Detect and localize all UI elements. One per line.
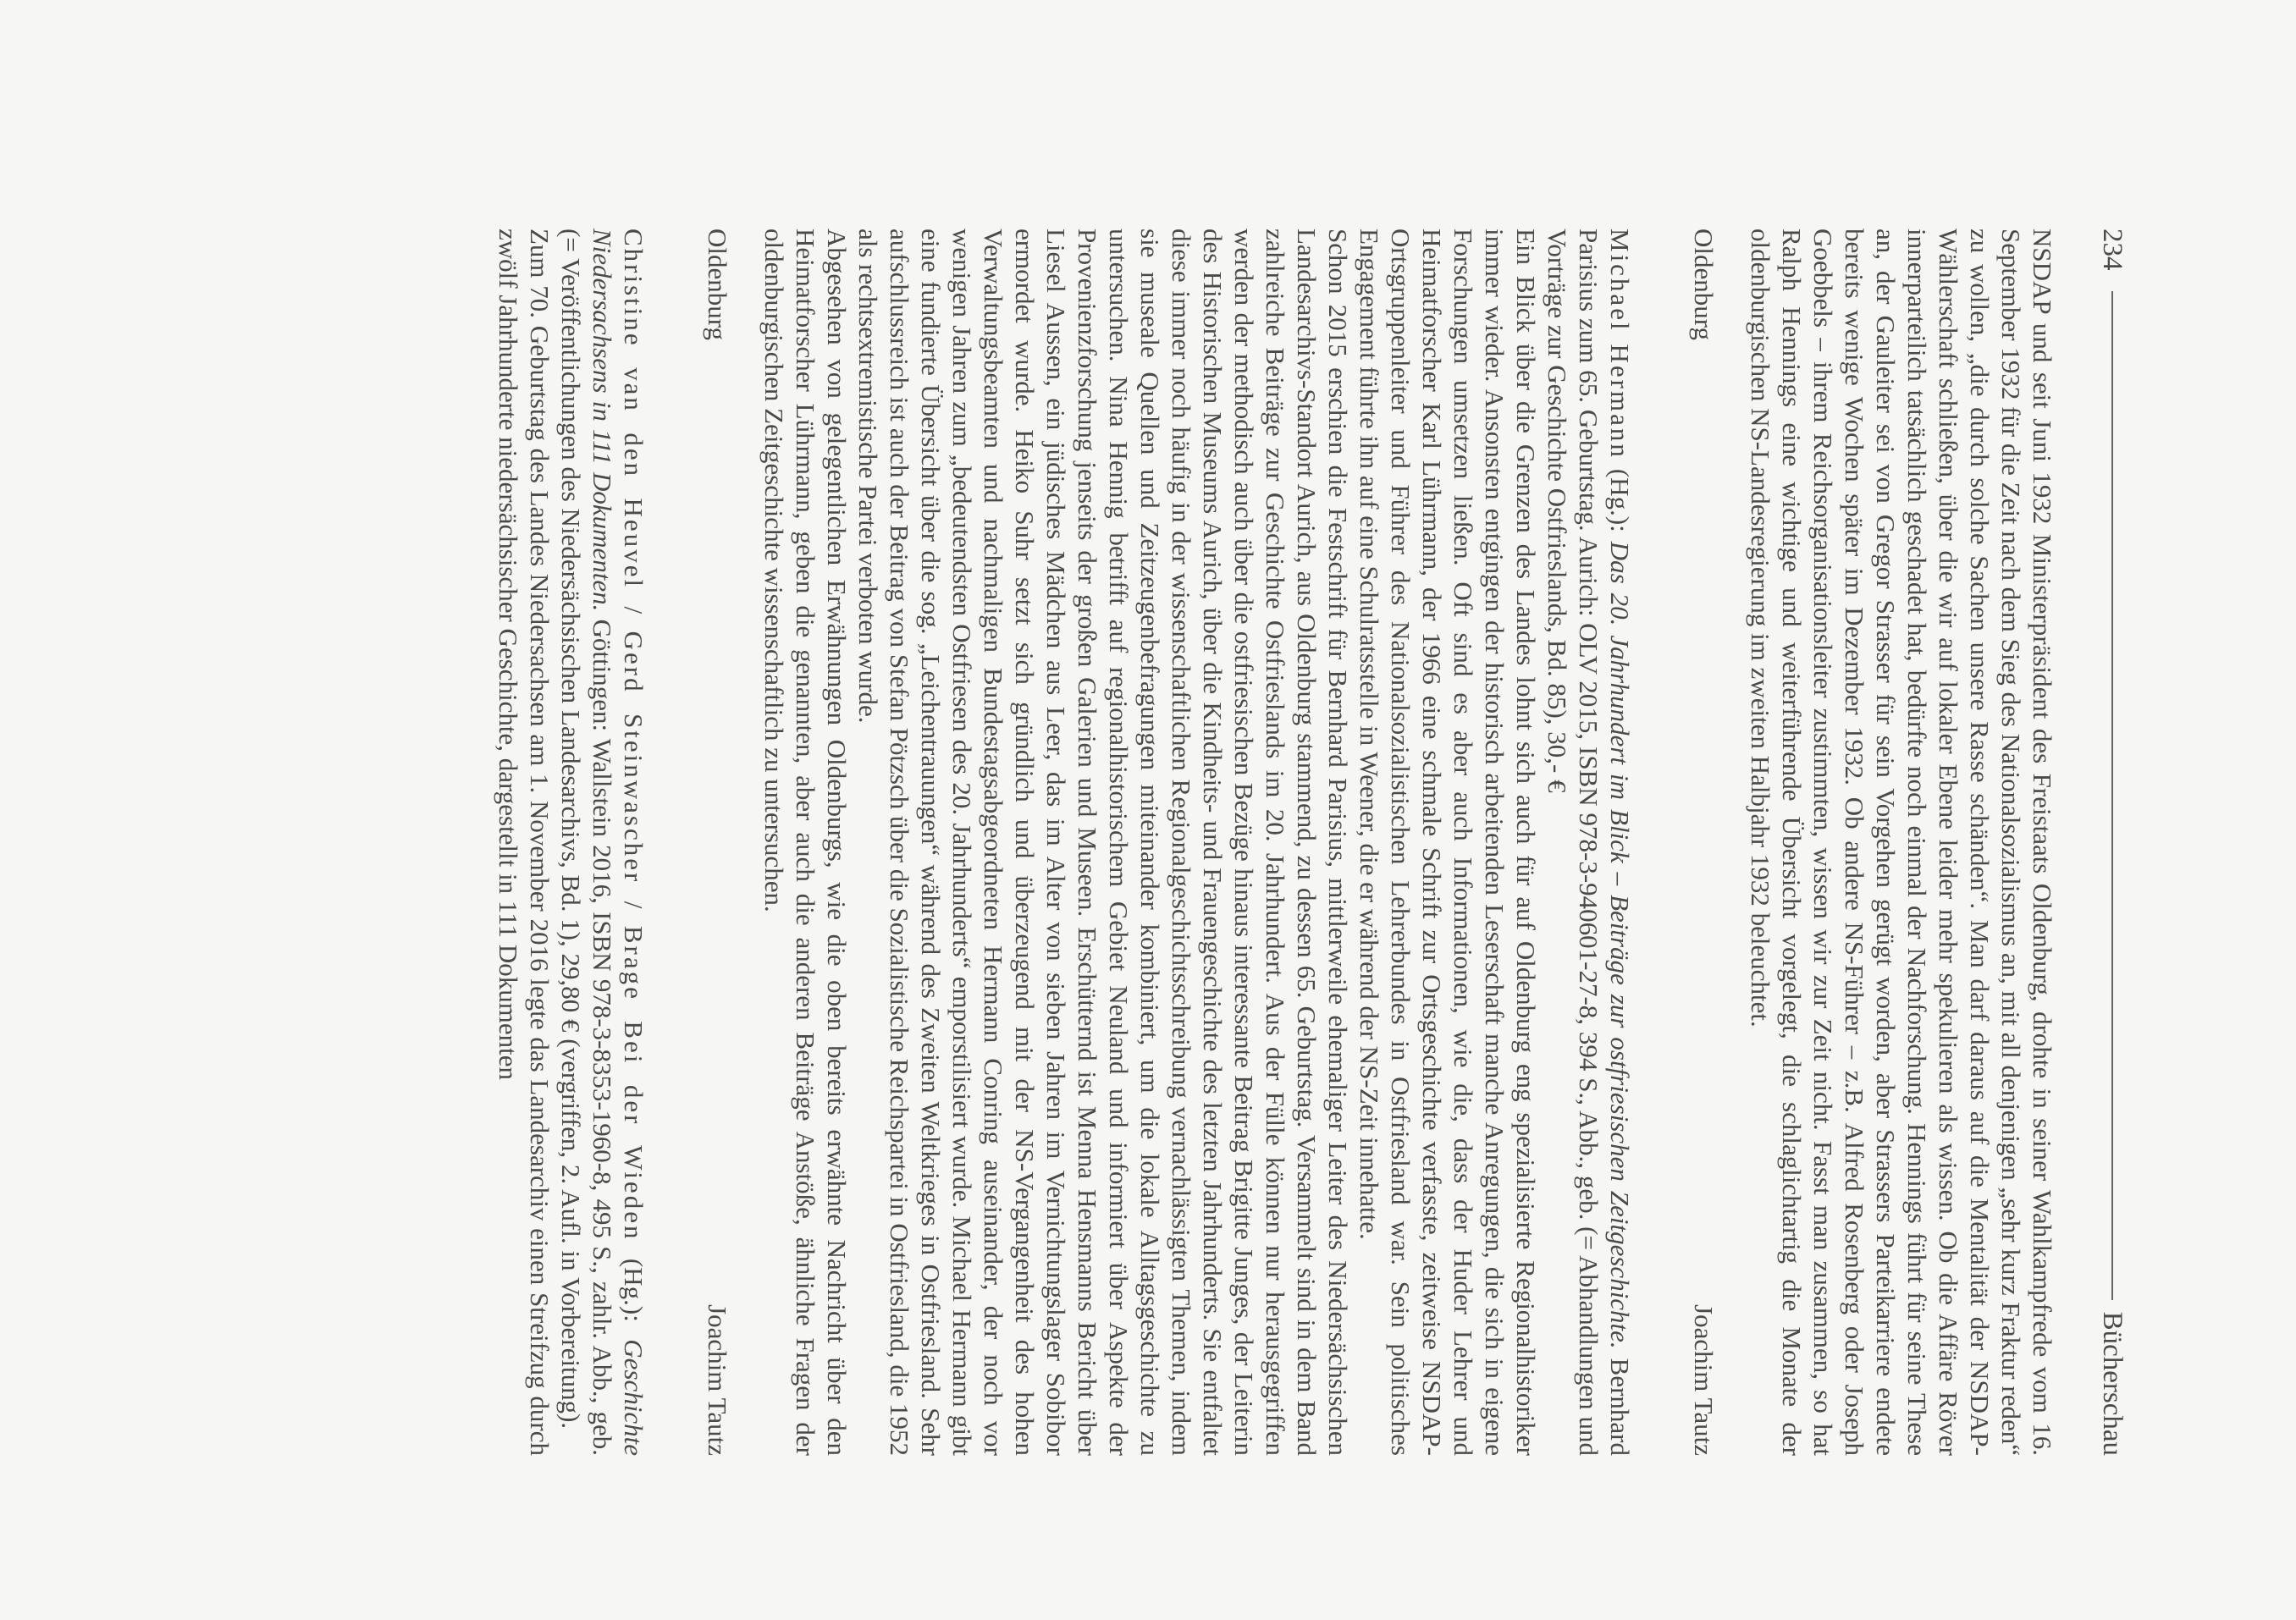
review3-separator-1: / [619,589,649,631]
review2-editor: Michael Hermann [1605,229,1635,460]
review3-title: Geschichte Niedersachsens in 111 Dokumenten. [588,229,649,1457]
review-end-paragraph: NSDAP und seit Juni 1932 Ministerpräsident des Freistaats Oldenburg, drohte in seiner Wahlkampfrede vom 16. September 1932 für die Zeit nach dem Sieg des Nationalsozialismus an, mit all denjenigen „sehr kurz Fraktur reden“ zu wollen, „die durch solche Sachen unsere Rasse schänden“. Man darf daraus auf die Mentalität der NSDAP-Wählerschaft schließen, über die wir auf lokaler Ebene leider mehr spekulieren als wissen. Ob die Affäre Röver innerparteilich tatsächlich geschadet hat, bedürfte noch einmal der Nachforschung. Hennings führt für seine These an, der Gauleiter sei von Gregor Strasser für sein Vorgehen gerügt worden, aber Strassers Parteikarriere endete bereits wenige Wochen später im Dezember 1932. Ob andere NS-Führer – z.B. Alfred Rosenberg oder Joseph Goebbels – ihrem Reichsorganisationsleiter zustimmten, wissen wir zur Zeit nicht. Fasst man zusammen, so hat Ralph Hennings eine wichtige und weiterführende Übersicht vorgelegt, die schlaglichtartig die Monate der oldenburgischen NS-Landesregierung im zweiten Halbjahr 1932 beleuchtet. [1746,229,2057,1456]
review2-paragraph-2: Schon 2015 erschien die Festschrift für Bernhard Parisius, mittlerweile ehemaliger Leiter des Niedersächsischen Landesarchivs-Standort Aurich, aus Oldenburg stammend, zu dessen 65. Geburtstag. Versammelt sind in dem Band zahlreiche Beiträge zur Geschichte Ostfrieslands im 20. Jahrhundert. Aus der Fülle können nur herausgegriffen werden der methodisch auch über die ostfriesischen Bezüge hinaus interessante Beitrag Brigitte Junges, der Leiterin des Historischen Museums Aurich, über die Kindheits- und Frauengeschichte des letzten Jahrhunderts. Sie entfaltet diese immer noch häufig in der wissenschaftlichen Regionalgeschichtsschreibung vernachlässigten Themen, indem sie museale Quellen und Zeitzeugenbefragungen miteinander kombiniert, um die lokale Alltagsgeschichte zu untersuchen. Nina Hennig betrifft auf regionalhistorischem Gebiet Neuland und informiert über Aspekte der Provenienzforschung jenseits der großen Galerien und Museen. Erschütternd ist Menna Hensmanns Bericht über Liesel Aussen, ein jüdisches Mädchen aus Leer, das im Alter von sieben Jahren im Vernichtungslager Sobibor ermordet wurde. Heiko Suhr setzt sich gründlich und überzeugend mit der NS-Vergangenheit des hohen Verwaltungsbeamten und nachmaligen Bundestagsabgeordneten Hermann Conring auseinander, der noch vor wenigen Jahren zum „bedeutendsten Ostfriesen des 20. Jahrhunderts“ emporstilisiert wurde. Michael Hermann gibt eine fundierte Übersicht über die sog. „Leichentrauungen“ während des Zweiten Weltkrieges in Ostfriesland. Sehr aufschlussreich ist auch der Beitrag von Stefan Pötzsch über die Sozialistische Reichspartei in Ostfriesland, die 1952 als rechtsextremistische Partei verboten wurde. [853,229,1353,1456]
review3-editor-role: (Hg.): [619,1258,649,1322]
review3-bibliography [555,229,649,1456]
review3-editor-1: Christine van den Heuvel [619,229,649,590]
review2-bib-rest: Bernhard Parisius zum 65. Geburtstag. Aurich: OLV 2015, ISBN 978-3-940601-27-8, 394 S., Abb., geb. (= Abhandlungen und Vorträge zur Geschichte Ostfrieslands, Bd. 85), 30,- € [1543,229,1635,1456]
review-author: Joachim Tautz [1689,1304,1719,1456]
review-place: Oldenburg [703,229,732,341]
review2-bibliography [1542,229,1636,1456]
review2-title: Das 20. Jahrhundert im Blick – Beiträge zur ostfriesischen Zeitgeschichte. [1605,541,1635,1349]
running-header [2094,229,2131,1456]
page-number: 234 [2097,229,2128,271]
review3-editor-2: Gerd Steinwascher [619,631,649,884]
review2-editor-role: (Hg.): [1605,468,1635,532]
review3-separator-2: / [619,884,649,926]
review3-bib-rest: Göttingen: Wallstein 2016, ISBN 978-3-8353-1960-8, 495 S., zahlr. Abb., geb. (= Veröffentlichungen des Niedersächsischen Landesarchivs, Bd. 1), 29,80 € (vergriffen, 2. Aufl. in Vorbereitung). [556,229,617,1456]
section-title: Bücherschau [2097,1311,2128,1456]
review-end-signature [1688,229,1719,1456]
review2-signature [702,229,733,1456]
page-content [493,229,2128,1457]
review3-paragraph: Zum 70. Geburtstag des Landes Niedersachsen am 1. November 2016 legte das Landesarchiv einen Streifzug durch zwölf Jahrhunderte niedersächsischer Geschichte, dargestellt in 111 Dokumenten [494,229,555,1456]
header-rule [2111,291,2113,1300]
review-place: Oldenburg [1689,229,1719,341]
review-author: Joachim Tautz [703,1304,732,1456]
review2-paragraph-1: Ein Blick über die Grenzen des Landes lohnt sich auch für auf Oldenburg eng spezialisierte Regionalhistoriker immer wieder. Ansonsten entgingen der historisch arbeitenden Leserschaft manche Anregungen, die sich in eigene Forschungen umsetzen ließen. Oft sind es aber auch Informationen, wie die, dass der Huder Lehrer und Heimatforscher Karl Lührmann, der 1966 eine schmale Schrift zur Ortsgeschichte verfasste, zeitweise NSDAP-Ortsgruppenleiter und Führer des Nationalsozialistischen Lehrerbundes in Ostfriesland war. Sein politisches Engagement führte ihn auf eine Schulratsstelle in Weener, die er während der NS-Zeit innehatte. [1355,229,1541,1456]
review3-editor-3: Brage Bei der Wieden [619,925,649,1242]
review2-paragraph-3: Abgesehen von gelegentlichen Erwähnungen Oldenburgs, wie die oben bereits erwähnte Nachricht über den Heimatforscher Lührmann, geben die genannten, aber auch die anderen Beiträge Anstöße, ähnliche Fragen der oldenburgischen Zeitgeschichte wissenschaftlich zu untersuchen. [759,229,852,1456]
